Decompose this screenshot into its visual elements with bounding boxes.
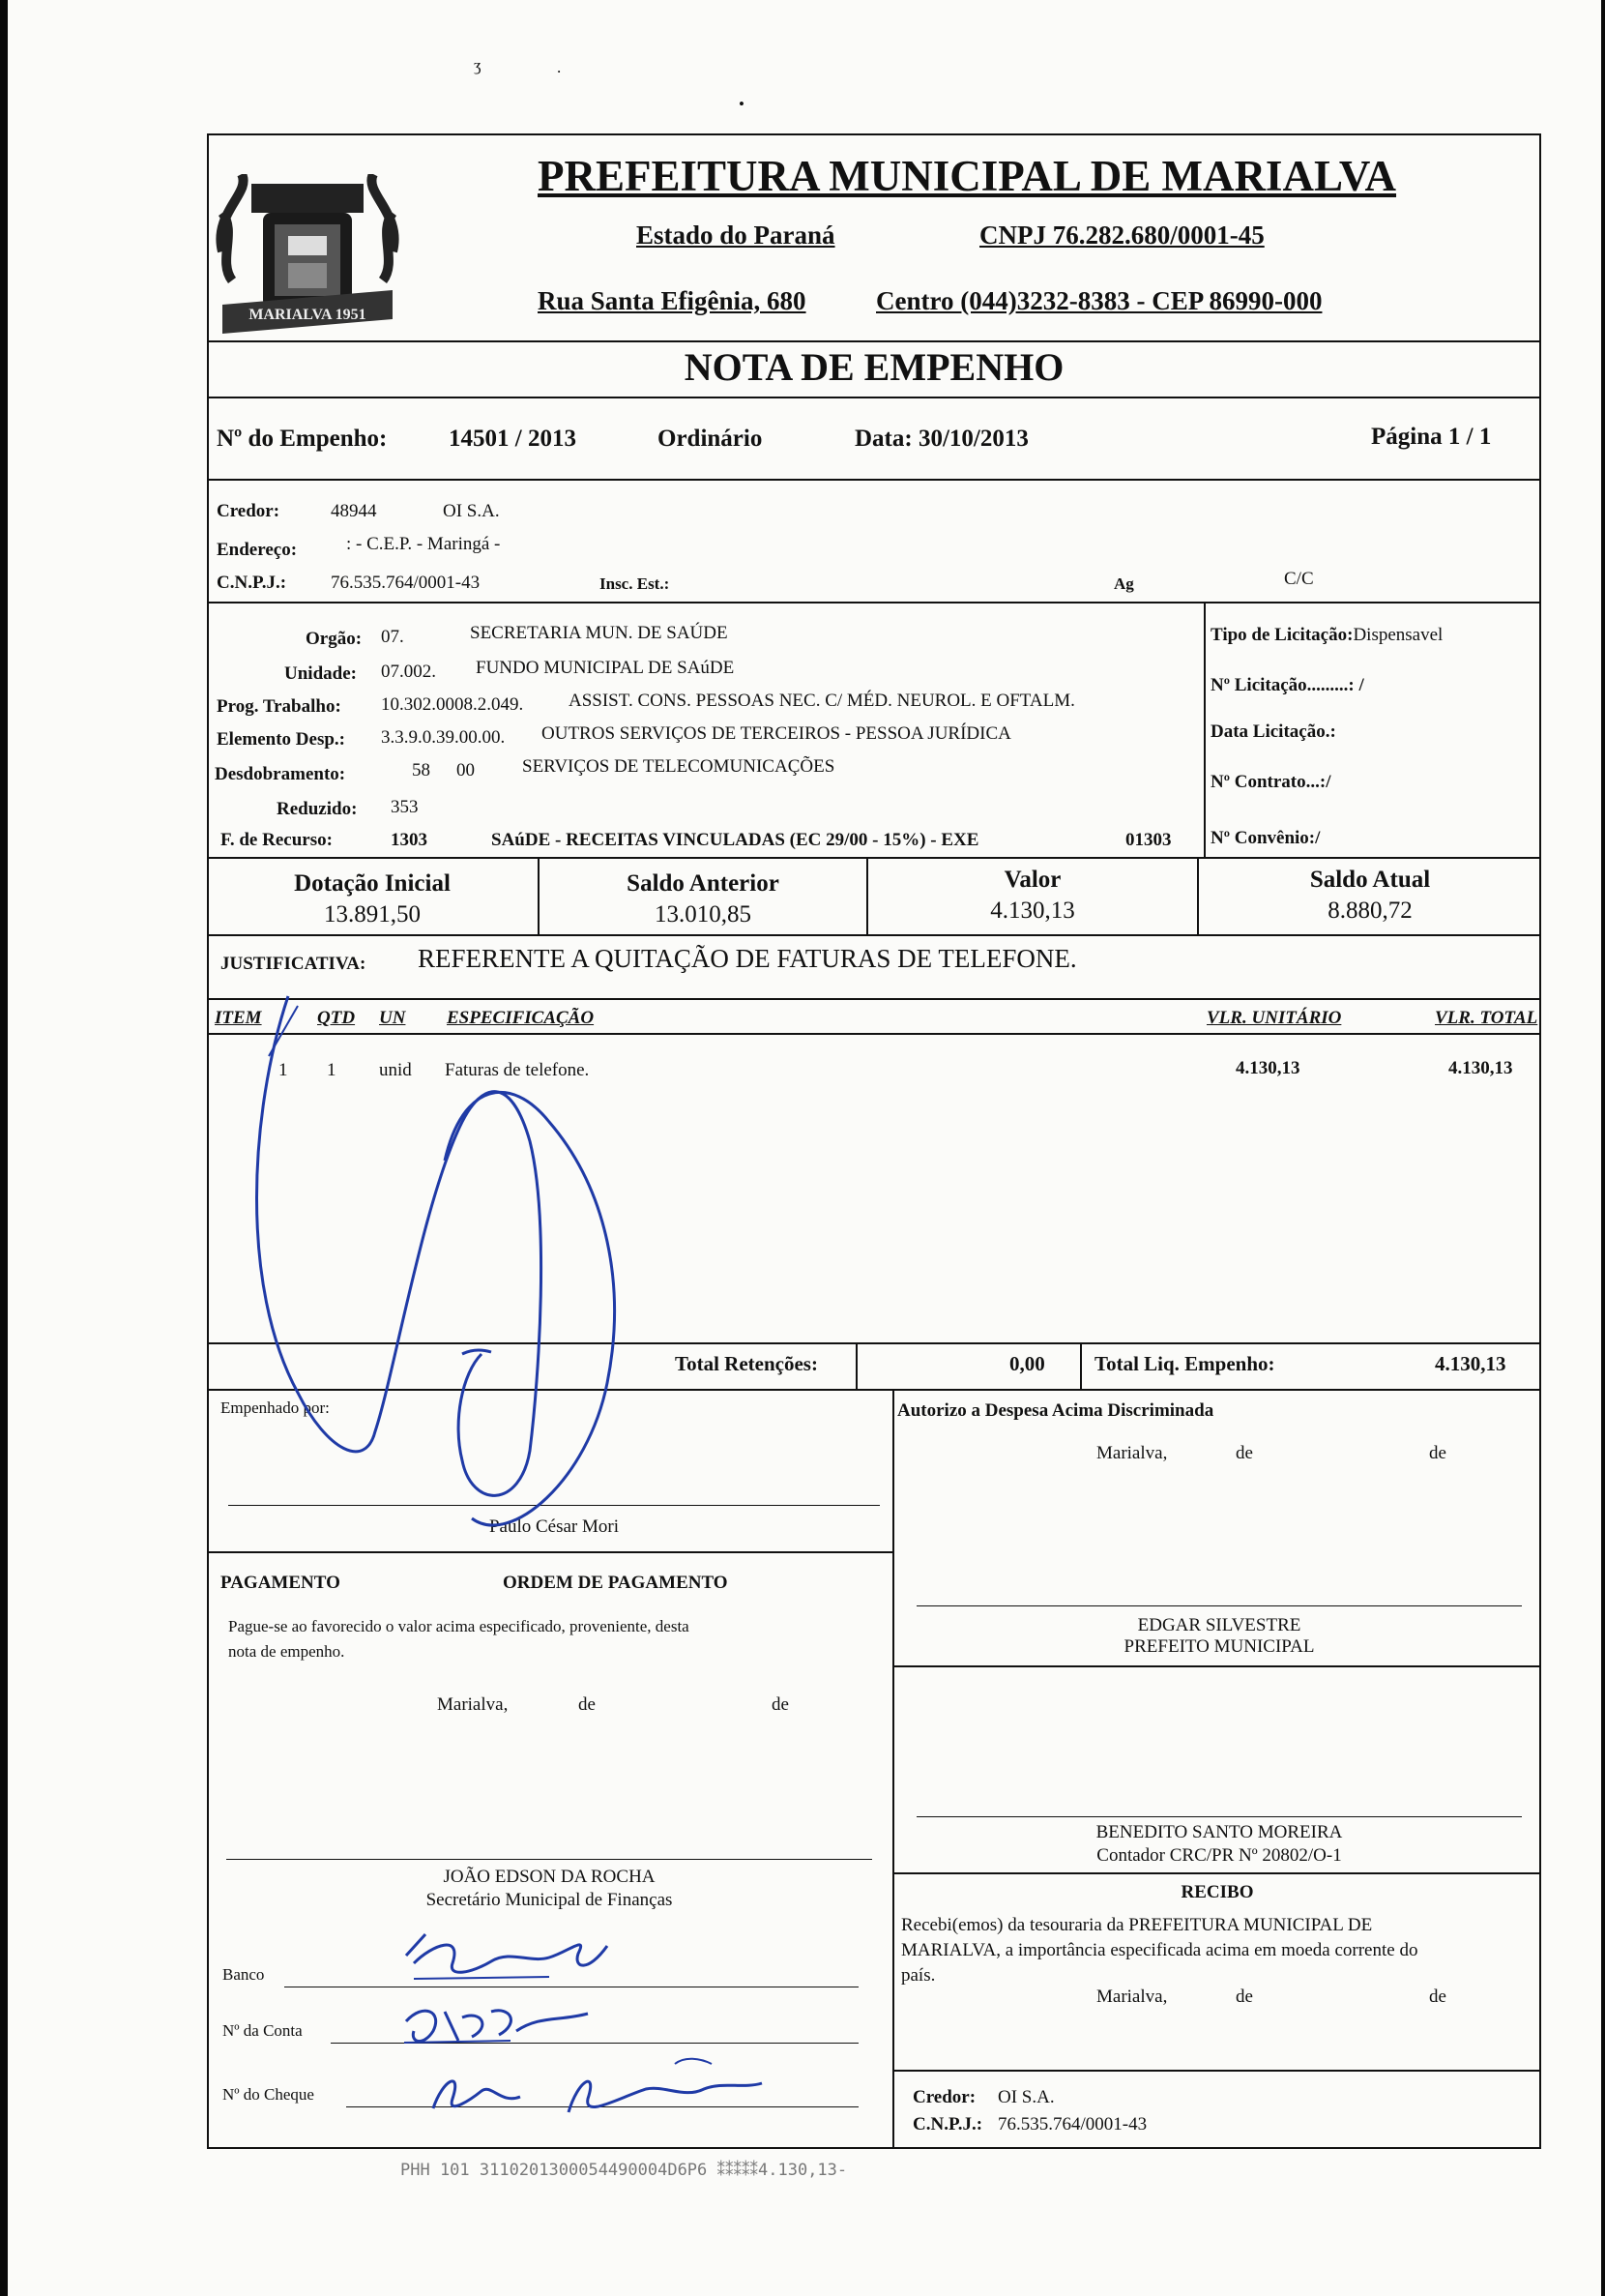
num-contrato: Nº Contrato...:/ (1211, 772, 1331, 792)
orgao-code: 07. (381, 627, 404, 647)
autorizo-city: Marialva, (1096, 1443, 1168, 1463)
col-especificacao: ESPECIFICAÇÃO (447, 1008, 595, 1028)
bank-stamp: PHH 101 3110201300054490004D6P6 ⁑⁑⁑⁑⁑4.130,13- (400, 2161, 848, 2180)
prefeito-nome: EDGAR SILVESTRE (1137, 1615, 1301, 1635)
col-vlr-total: VLR. TOTAL (1435, 1008, 1538, 1028)
reduzido-label: Reduzido: (277, 799, 358, 819)
contact-label: Centro (044)3232-8383 - CEP 86990-000 (876, 286, 1323, 315)
recurso-code: 1303 (391, 830, 427, 850)
credor-code: 48944 (331, 501, 377, 521)
recibo-title: RECIBO (1181, 1882, 1254, 1902)
item-spec: Faturas de telefone. (445, 1060, 590, 1080)
ordem-pagamento-label: ORDEM DE PAGAMENTO (503, 1573, 728, 1593)
stray-mark: ʒ (474, 56, 482, 74)
elemento-code: 3.3.9.0.39.00.00. (381, 727, 506, 748)
recibo-de-2: de (1429, 1987, 1446, 2007)
recibo-text-3: país. (901, 1965, 936, 1986)
recibo-credor-value: OI S.A. (998, 2087, 1055, 2107)
desdobramento-desc: SERVIÇOS DE TELECOMUNICAÇÕES (522, 756, 835, 777)
credor-name: OI S.A. (443, 501, 500, 521)
recibo-text-1: Recebi(emos) da tesouraria da PREFEITURA MUNICIPAL DE (901, 1915, 1373, 1935)
valor-label: Valor (1004, 867, 1062, 893)
page-title: PREFEITURA MUNICIPAL DE MARIALVA (538, 152, 1397, 200)
elemento-label: Elemento Desp.: (217, 729, 345, 750)
svg-text:MARIALVA 1951: MARIALVA 1951 (248, 307, 366, 323)
tipo-licitacao: Tipo de Licitação:Dispensavel (1211, 625, 1444, 645)
recibo-cnpj-label: C.N.P.J.: (913, 2114, 983, 2134)
page-number: Página 1 / 1 (1371, 424, 1492, 450)
elemento-desc: OUTROS SERVIÇOS DE TERCEIROS - PESSOA JURÍDICA (541, 723, 1011, 744)
pagamento-text-2: nota de empenho. (228, 1642, 345, 1661)
pagamento-text-1: Pague-se ao favorecido o valor acima especificado, proveniente, desta (228, 1617, 689, 1635)
saldo-atual-label: Saldo Atual (1309, 867, 1431, 893)
ag-label: Ag (1114, 574, 1134, 593)
empenho-type: Ordinário (657, 426, 763, 452)
unidade-code: 07.002. (381, 662, 436, 682)
col-vlr-unitario: VLR. UNITÁRIO (1207, 1008, 1342, 1028)
cnpj-credor-value: 76.535.764/0001-43 (331, 573, 481, 593)
cc-label: C/C (1284, 569, 1314, 589)
unidade-name: FUNDO MUNICIPAL DE SAúDE (476, 658, 735, 678)
unidade-label: Unidade: (284, 663, 357, 684)
contador-nome: BENEDITO SANTO MOREIRA (1095, 1822, 1343, 1842)
banco-label: Banco (222, 1965, 265, 1984)
document-title: NOTA DE EMPENHO (684, 345, 1065, 389)
prog-desc: ASSIST. CONS. PESSOAS NEC. C/ MÉD. NEUROL. E OFTALM. (569, 691, 1075, 711)
autorizo-label: Autorizo a Despesa Acima Discriminada (897, 1400, 1214, 1421)
cheque-label: Nº do Cheque (222, 2085, 314, 2104)
pagamento-label: PAGAMENTO (220, 1573, 340, 1593)
secretario-nome: JOÃO EDSON DA ROCHA (443, 1867, 656, 1887)
total-retencoes-label: Total Retenções: (675, 1352, 818, 1375)
autorizo-de-1: de (1236, 1443, 1253, 1463)
item-total-value: 4.130,13 (1448, 1058, 1513, 1078)
prog-label: Prog. Trabalho: (217, 696, 341, 717)
recurso-code-2: 01303 (1125, 830, 1172, 850)
dotacao-label: Dotação Inicial (294, 870, 451, 897)
valor-value: 4.130,13 (990, 898, 1075, 924)
cnpj-label: CNPJ 76.282.680/0001-45 (979, 221, 1265, 250)
empenhado-por-label: Empenhado por: (220, 1398, 330, 1417)
total-liquido-label: Total Liq. Empenho: (1094, 1352, 1275, 1375)
reduzido-value: 353 (391, 797, 419, 817)
total-retencoes-value: 0,00 (1009, 1352, 1045, 1375)
recurso-desc: SAúDE - RECEITAS VINCULADAS (EC 29/00 - 15%) - EXE (491, 830, 979, 850)
endereco-value: : - C.E.P. - Maringá - (346, 534, 501, 554)
recibo-de-1: de (1236, 1987, 1253, 2007)
recibo-credor-label: Credor: (913, 2087, 977, 2107)
justificativa-text: REFERENTE A QUITAÇÃO DE FATURAS DE TELEFONE. (418, 944, 1077, 973)
recibo-cnpj-value: 76.535.764/0001-43 (998, 2114, 1148, 2134)
empenho-number: 14501 / 2013 (449, 426, 576, 452)
pagamento-city: Marialva, (437, 1694, 509, 1715)
recibo-text-2: MARIALVA, a importância especificada acima em moeda corrente do (901, 1940, 1418, 1960)
orgao-label: Orgão: (306, 629, 363, 649)
secretario-cargo: Secretário Municipal de Finanças (425, 1890, 673, 1910)
col-qtd: QTD (317, 1008, 356, 1028)
orgao-name: SECRETARIA MUN. DE SAÚDE (470, 623, 728, 643)
cnpj-credor-label: C.N.P.J.: (217, 573, 287, 593)
item-unit-value: 4.130,13 (1236, 1058, 1300, 1078)
pagamento-de-1: de (578, 1694, 596, 1715)
stray-mark: . (557, 58, 562, 76)
recurso-label: F. de Recurso: (220, 830, 333, 850)
pagamento-de-2: de (772, 1694, 789, 1715)
autorizo-de-2: de (1429, 1443, 1446, 1463)
document-page (8, 0, 1601, 2296)
saldo-anterior-label: Saldo Anterior (627, 870, 779, 897)
municipal-crest-icon (213, 174, 402, 343)
col-item: ITEM (215, 1008, 262, 1028)
empenho-date: Data: 30/10/2013 (855, 426, 1029, 452)
num-licitacao: Nº Licitação.........: / (1211, 675, 1364, 695)
data-licitacao: Data Licitação.: (1211, 721, 1336, 742)
item-qtd: 1 (327, 1060, 336, 1080)
dotacao-value: 13.891,50 (324, 901, 421, 927)
prog-code: 10.302.0008.2.049. (381, 694, 524, 715)
empenho-number-label: Nº do Empenho: (217, 426, 388, 452)
stray-mark: • (739, 95, 744, 113)
saldo-anterior-value: 13.010,85 (655, 901, 751, 927)
prefeito-cargo: PREFEITO MUNICIPAL (1124, 1636, 1315, 1657)
conta-label: Nº da Conta (222, 2021, 303, 2040)
desdobramento-a: 58 (412, 760, 430, 780)
empenhado-nome: Paulo César Mori (488, 1516, 620, 1537)
desdobramento-b: 00 (456, 760, 475, 780)
item-number: 1 (278, 1060, 288, 1080)
insc-est-label: Insc. Est.: (599, 574, 670, 593)
justificativa-label: JUSTIFICATIVA: (220, 954, 366, 974)
total-liquido-value: 4.130,13 (1435, 1352, 1506, 1375)
col-un: UN (379, 1008, 406, 1028)
num-convenio: Nº Convênio:/ (1211, 828, 1321, 848)
saldo-atual-value: 8.880,72 (1328, 898, 1413, 924)
recibo-city: Marialva, (1096, 1987, 1168, 2007)
desdobramento-label: Desdobramento: (215, 764, 346, 784)
address-label: Rua Santa Efigênia, 680 (538, 286, 806, 315)
item-un: unid (379, 1060, 412, 1080)
contador-cargo: Contador CRC/PR Nº 20802/O-1 (1096, 1845, 1342, 1866)
state-label: Estado do Paraná (636, 221, 835, 250)
credor-label: Credor: (217, 501, 280, 521)
endereco-label: Endereço: (217, 540, 298, 560)
